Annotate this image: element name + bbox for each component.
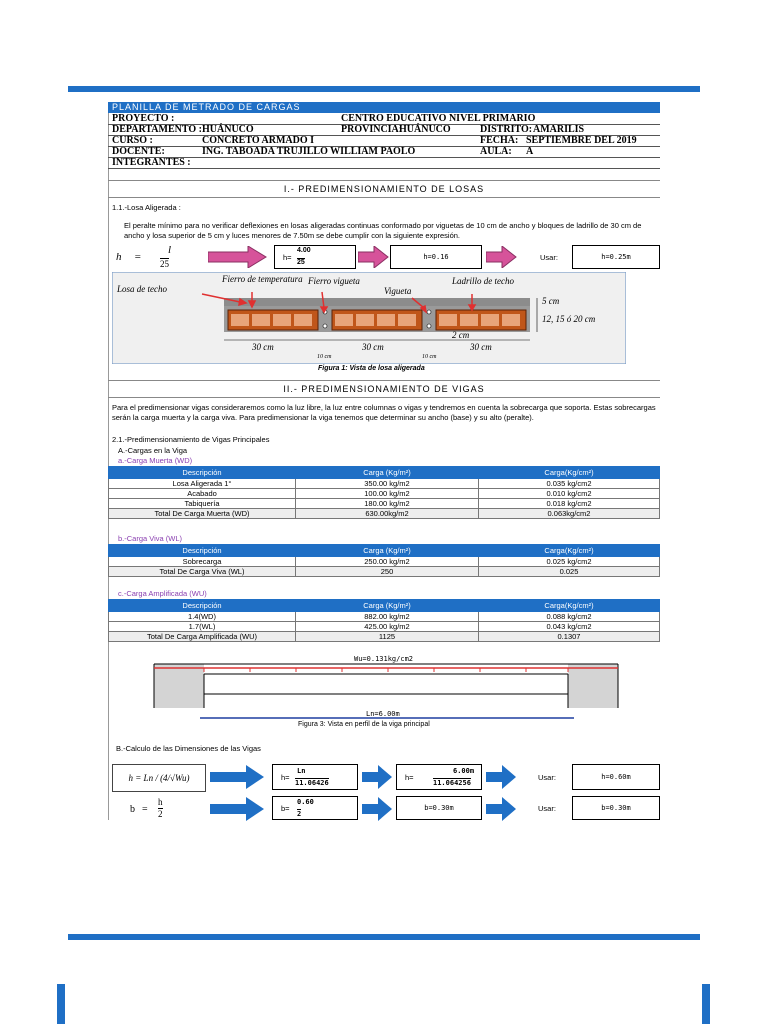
provincia-value: HUÁNUCO: [399, 124, 451, 135]
section-vigas-title: II.- PREDIMENSIONAMIENTO DE VIGAS: [108, 380, 660, 398]
top-rule: [68, 86, 700, 92]
distrito-value: AMARILIS: [533, 124, 585, 135]
h-box2-prefix: h=: [405, 773, 414, 782]
cell: 1125: [296, 632, 479, 642]
losa-aligerada-subtitle: 1.1.-Losa Aligerada :: [112, 203, 181, 212]
carga-muerta-table: [108, 466, 660, 519]
table-row: [109, 509, 660, 519]
proyecto-label: PROYECTO :: [112, 113, 175, 124]
col-carga-kgcm2: Carga(Kg/cm²): [479, 600, 660, 612]
carga-muerta-title: a.-Carga Muerta (WD): [118, 456, 193, 465]
cell: Tabiquería: [109, 499, 296, 509]
fecha-label: FECHA:: [480, 135, 519, 146]
bottom-rule: [68, 934, 700, 940]
fig-d2-label: 2 cm: [452, 330, 470, 340]
departamento-value: HUÁNUCO: [202, 124, 254, 135]
cell: 180.00 kg/m2: [296, 499, 479, 509]
losa-calc-box: [274, 245, 356, 269]
b-box1-den: 2: [297, 810, 302, 818]
cell: 0.025 kg/cm2: [479, 557, 660, 567]
left-corner-bar: [57, 984, 65, 1024]
formula-den: 25: [160, 259, 169, 269]
cell: 250: [296, 567, 479, 577]
table-row: [109, 612, 660, 622]
arrow-icon: [362, 797, 394, 821]
provincia-label: PROVINCIA:: [341, 124, 403, 135]
b-box1-prefix: b=: [281, 804, 290, 813]
cell: 0.088 kg/cm2: [479, 612, 660, 622]
aula-label: AULA:: [480, 146, 512, 157]
cell: Total De Carga Viva (WL): [109, 567, 296, 577]
formula-h: h: [116, 251, 122, 263]
cell: Losa Aligerada 1°: [109, 479, 296, 489]
calc-dimensiones-subtitle: B.-Calculo de las Dimensiones de las Vigas: [116, 744, 261, 753]
h-box2-den: 11.064256: [433, 779, 471, 787]
box1-num: 4.00: [297, 247, 311, 254]
vigas-paragraph: Para el predimensionar vigas consideraremos como la luz libre, la luz entre columnas o vigas y tendremos en cuenta la sobrecarga que soporta. Estas sobrecargas serán la carga muerta y la carga viva. Para predimensionar la viga tenemos que determinar su ancho (base) y su alto (peralte).: [112, 403, 656, 422]
cell: 0.035 kg/cm2: [479, 479, 660, 489]
arrow-icon: [486, 797, 518, 821]
beam-profile-figure: [150, 650, 622, 720]
cell: 1.7(WL): [109, 622, 296, 632]
b-formula-eq: =: [142, 804, 148, 815]
arrow-icon: [358, 246, 390, 268]
h-result-box: [396, 764, 482, 790]
table-row: [109, 567, 660, 577]
h-box1-prefix: h=: [281, 773, 290, 782]
col-descripcion: Descripción: [109, 545, 296, 557]
right-corner-bar: [702, 984, 710, 1024]
curso-value: CONCRETO ARMADO I: [202, 135, 315, 146]
formula-num: l: [168, 244, 172, 256]
cell: Acabado: [109, 489, 296, 499]
carga-viva-table: [108, 544, 660, 577]
losa-result-box: h=0.16: [390, 245, 482, 269]
b-usar-value-box: b=0.30m: [572, 796, 660, 820]
b-formula-den: 2: [158, 809, 163, 819]
cell: 0.063kg/cm2: [479, 509, 660, 519]
fig-d30c-label: 30 cm: [470, 342, 492, 352]
b-formula-lhs: b: [130, 804, 135, 815]
cell: 0.025: [479, 567, 660, 577]
col-descripcion: Descripción: [109, 600, 296, 612]
cell: Total De Carga Amplificada (WU): [109, 632, 296, 642]
beam-load-label: Wu=0.131kg/cm2: [354, 655, 414, 663]
b-formula-num: h: [158, 797, 163, 807]
cell: 0.010 kg/cm2: [479, 489, 660, 499]
h-calc-box: [272, 764, 358, 790]
table-row: [109, 557, 660, 567]
fig-losa-label: Losa de techo: [117, 284, 167, 294]
fig-d12-label: 12, 15 ó 20 cm: [542, 314, 596, 324]
col-carga-kgm2: Carga (Kg/m²): [296, 600, 479, 612]
fig-d10a-label: 10 cm: [317, 354, 332, 360]
h-box2-num: 6.00m: [453, 767, 475, 775]
carga-amplificada-title: c.-Carga Amplificada (WU): [118, 589, 207, 598]
fig-fierro-vig-label: Fierro vigueta: [308, 276, 360, 286]
arrow-icon: [486, 246, 518, 268]
arrow-icon: [208, 246, 268, 268]
table-row: [109, 489, 660, 499]
aula-value: A: [526, 146, 534, 157]
cargas-viga-subtitle: A.-Cargas en la Viga: [118, 446, 188, 455]
vigas-principales-subtitle: 2.1.-Predimensionamiento de Vigas Principales: [112, 435, 270, 444]
fig-d30b-label: 30 cm: [362, 342, 384, 352]
box1-prefix: h=: [283, 253, 292, 262]
cell: 350.00 kg/m2: [296, 479, 479, 489]
figure1-caption: Figura 1: Vista de losa aligerada: [318, 365, 425, 372]
h-usar-label: Usar:: [538, 773, 556, 782]
b-formula: [116, 796, 206, 820]
cell: 425.00 kg/m2: [296, 622, 479, 632]
fig-d5-label: 5 cm: [542, 296, 560, 306]
planilla-title-band: PLANILLA DE METRADO DE CARGAS: [108, 102, 660, 113]
col-carga-kgm2: Carga (Kg/m²): [296, 467, 479, 479]
fig-fierro-temp-label: Fierro de temperatura: [222, 274, 303, 284]
cell: 250.00 kg/m2: [296, 557, 479, 567]
carga-viva-title: b.-Carga Viva (WL): [118, 534, 183, 543]
box1-den: 25: [297, 259, 305, 266]
losa-formula: [114, 244, 184, 270]
arrow-icon: [210, 797, 266, 821]
fig-d10b-label: 10 cm: [422, 354, 437, 360]
fig-ladrillo-label: Ladrillo de techo: [452, 276, 514, 286]
b-result-box: b=0.30m: [396, 796, 482, 820]
proyecto-value: CENTRO EDUCATIVO NIVEL PRIMARIO: [341, 113, 536, 124]
losa-paragraph: El peralte mínimo para no verificar deflexiones en losas aligeradas continuas conformado por viguetas de 10 cm de ancho y bloques de ladrillo de 30 cm de ancho y losa superior de 5 cm y luces menores de 7.50m se debe cumplir con la siguiente expresión.: [124, 221, 642, 240]
table-row: [109, 479, 660, 489]
integrantes-row: [108, 157, 660, 169]
arrow-icon: [210, 765, 266, 789]
b-usar-label: Usar:: [538, 804, 556, 813]
cell: 100.00 kg/m2: [296, 489, 479, 499]
cell: 0.1307: [479, 632, 660, 642]
fecha-value: SEPTIEMBRE DEL 2019: [526, 135, 637, 146]
fig-vigueta-label: Vigueta: [384, 286, 412, 296]
table-row: [109, 632, 660, 642]
figure3-caption: Figura 3: Vista en perfil de la viga principal: [298, 721, 430, 728]
h-formula: h = Ln / (4/√Wu): [112, 764, 206, 792]
curso-label: CURSO :: [112, 135, 153, 146]
h-box1-num: Ln: [297, 767, 306, 775]
fig-d30a-label: 30 cm: [252, 342, 274, 352]
col-descripcion: Descripción: [109, 467, 296, 479]
docente-value: ING. TABOADA TRUJILLO WILLIAM PAOLO: [202, 146, 416, 157]
h-usar-value-box: h=0.60m: [572, 764, 660, 790]
docente-label: DOCENTE:: [112, 146, 165, 157]
section-losas-title: I.- PREDIMENSIONAMIENTO DE LOSAS: [108, 180, 660, 198]
table-row: [109, 622, 660, 632]
cell: 0.018 kg/cm2: [479, 499, 660, 509]
cell: Total De Carga Muerta (WD): [109, 509, 296, 519]
arrow-icon: [486, 765, 518, 789]
usar-value-box: h=0.25m: [572, 245, 660, 269]
usar-label: Usar:: [540, 253, 558, 262]
losa-aligerada-figure: [112, 272, 626, 364]
departamento-label: DEPARTAMENTO :: [112, 124, 202, 135]
table-row: [109, 499, 660, 509]
b-calc-box: [272, 796, 358, 820]
cell: 1.4(WD): [109, 612, 296, 622]
distrito-label: DISTRITO:: [480, 124, 533, 135]
beam-ln-label: Ln=6.00m: [366, 710, 400, 718]
carga-amplificada-table: [108, 599, 660, 642]
cell: 882.00 kg/m2: [296, 612, 479, 622]
b-box1-num: 0.60: [297, 798, 314, 806]
col-carga-kgcm2: Carga(Kg/cm²): [479, 545, 660, 557]
col-carga-kgcm2: Carga(Kg/cm²): [479, 467, 660, 479]
integrantes-label: INTEGRANTES :: [112, 157, 191, 168]
cell: 0.043 kg/cm2: [479, 622, 660, 632]
formula-eq: =: [134, 251, 142, 263]
cell: Sobrecarga: [109, 557, 296, 567]
h-box1-den: 11.06426: [295, 779, 329, 787]
cell: 630.00kg/m2: [296, 509, 479, 519]
col-carga-kgm2: Carga (Kg/m²): [296, 545, 479, 557]
arrow-icon: [362, 765, 394, 789]
